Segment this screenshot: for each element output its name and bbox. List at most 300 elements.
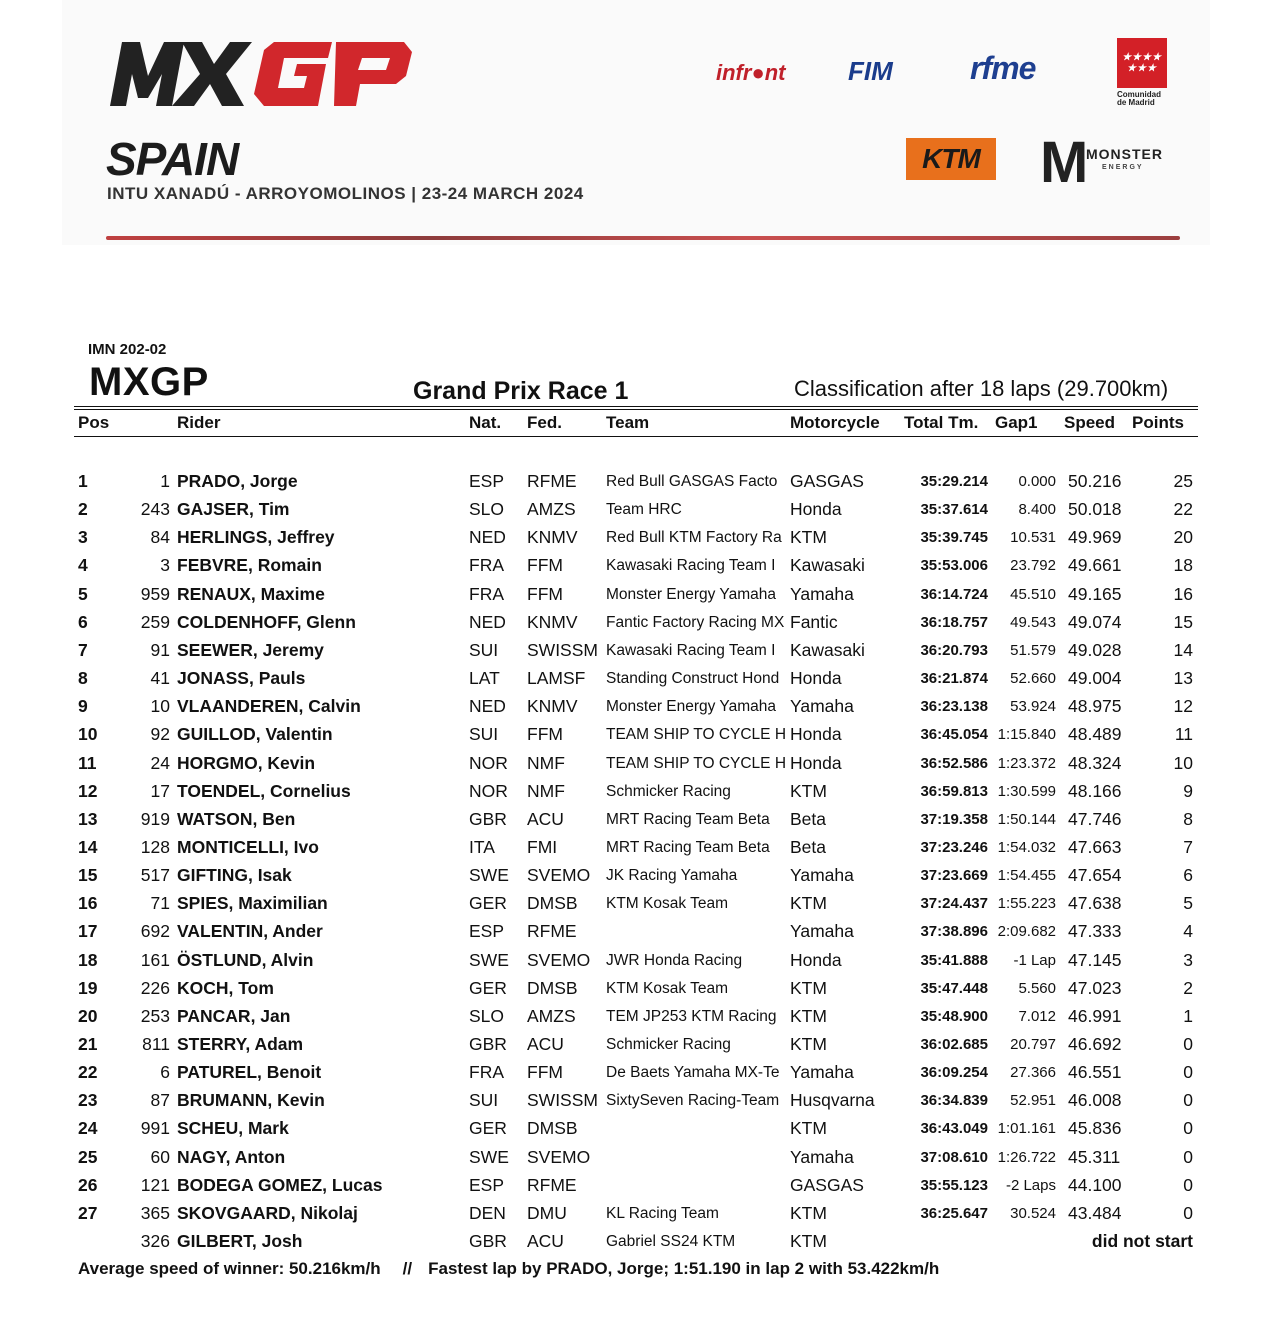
col-team: Team [606,413,650,432]
rider-federation: SWISSM [527,640,598,660]
gap-to-leader: 2:09.682 [997,923,1056,940]
rider-name: GILBERT, Josh [177,1231,303,1251]
points: 12 [1173,696,1193,716]
header-stripe [106,236,1180,240]
monster-sub-wordmark: ENERGY [1102,164,1144,171]
rider-motorcycle: Yamaha [790,1062,854,1082]
total-time: 37:24.437 [920,895,988,912]
rider-name: SKOVGAARD, Nikolaj [177,1203,358,1223]
rider-motorcycle: Husqvarna [790,1090,875,1110]
rider-nationality: FRA [469,584,504,604]
rider-nationality: SWE [469,865,509,885]
rider-name: PANCAR, Jan [177,1006,291,1026]
position: 24 [78,1118,98,1138]
rider-name: SCHEU, Mark [177,1118,289,1138]
rider-federation: RFME [527,921,577,941]
gap-to-leader: 53.924 [1010,698,1056,715]
col-gap: Gap1 [995,413,1038,432]
gap-to-leader: 1:26.722 [997,1149,1056,1166]
race-title: Grand Prix Race 1 [413,377,629,405]
col-total-time: Total Tm. [904,413,979,432]
monster-energy-logo [1040,130,1168,200]
gap-to-leader: 51.579 [1010,642,1056,659]
rider-nationality: ESP [469,1175,505,1195]
rider-number: 253 [140,1006,170,1026]
total-time: 37:23.669 [920,867,988,884]
gap-to-leader: 52.951 [1010,1092,1056,1109]
rider-name: SPIES, Maximilian [177,893,328,913]
position: 8 [78,668,88,688]
rider-nationality: NOR [469,753,508,773]
rider-federation: FFM [527,1062,563,1082]
rider-nationality: GER [469,893,507,913]
average-speed-value: 45.311 [1068,1147,1121,1167]
rider-motorcycle: KTM [790,893,827,913]
dns-status: did not start [1091,1231,1193,1251]
rider-number: 3 [160,555,170,575]
average-speed-value: 47.023 [1068,978,1122,998]
rider-name: GUILLOD, Valentin [177,724,333,744]
monster-wordmark: MONSTER [1086,146,1163,162]
total-time: 36:09.254 [920,1064,988,1081]
table-row [0,809,1262,837]
rider-number: 24 [150,753,170,773]
rider-nationality: GER [469,978,507,998]
rider-name: PRADO, Jorge [177,471,298,491]
table-row [0,1062,1262,1090]
rider-motorcycle: Honda [790,499,842,519]
rider-number: 326 [140,1231,170,1251]
gap-to-leader: 1:01.161 [997,1120,1056,1137]
rider-federation: AMZS [527,1006,576,1026]
rider-federation: RFME [527,1175,577,1195]
average-speed-value: 45.836 [1068,1118,1122,1138]
rider-name: GIFTING, Isak [177,865,292,885]
average-speed-value: 47.746 [1068,809,1122,829]
points: 18 [1173,555,1193,575]
points: 0 [1183,1118,1193,1138]
infront-logo: infr●nt [716,60,786,85]
table-row [0,1175,1262,1203]
rider-nationality: SLO [469,499,505,519]
rider-nationality: LAT [469,668,500,688]
rider-team: JWR Honda Racing [606,952,743,969]
table-row [0,724,1262,752]
points: 3 [1183,950,1193,970]
col-motorcycle: Motorcycle [790,413,880,432]
average-speed-value: 50.216 [1068,471,1122,491]
position: 10 [78,724,98,744]
classification-info: Classification after 18 laps (29.700km) [794,376,1169,401]
total-time: 36:21.874 [920,670,988,687]
points: 16 [1173,584,1193,604]
rider-number: 10 [150,696,170,716]
table-row [0,696,1262,724]
rider-motorcycle: Beta [790,837,826,857]
rider-number: 60 [150,1147,170,1167]
total-time: 35:47.448 [920,980,988,997]
rider-name: JONASS, Pauls [177,668,306,688]
table-row [0,471,1262,499]
table-row [0,950,1262,978]
total-time: 37:23.246 [920,839,988,856]
rider-federation: FFM [527,724,563,744]
madrid-logo-text: Comunidad de Madrid [1117,90,1161,107]
rider-name: HORGMO, Kevin [177,753,316,773]
fim-logo: FIM [848,56,893,86]
gap-to-leader: 49.543 [1010,614,1056,631]
rider-motorcycle: KTM [790,781,827,801]
rider-team: SixtySeven Racing-Team [606,1092,780,1109]
average-speed-value: 49.661 [1068,555,1122,575]
table-row [0,1147,1262,1175]
rider-name: COLDENHOFF, Glenn [177,612,356,632]
gap-to-leader: 20.797 [1010,1036,1056,1053]
rider-team: KL Racing Team [606,1205,719,1222]
gap-to-leader: 30.524 [1010,1205,1056,1222]
col-pos: Pos [78,413,110,432]
position: 27 [78,1203,98,1223]
rider-name: BODEGA GOMEZ, Lucas [177,1175,383,1195]
total-time: 37:38.896 [920,923,988,940]
position: 4 [78,555,88,575]
summary-separator: // [402,1259,413,1278]
col-speed: Speed [1064,413,1116,432]
rider-nationality: FRA [469,555,504,575]
rider-motorcycle: Kawasaki [790,555,865,575]
rider-number: 243 [140,499,170,519]
position: 12 [78,781,98,801]
table-row [0,978,1262,1006]
table-row [0,921,1262,949]
position: 22 [78,1062,98,1082]
average-speed-value: 47.145 [1068,950,1122,970]
rider-motorcycle: KTM [790,1231,827,1251]
position: 1 [78,471,88,491]
points: 2 [1183,978,1193,998]
position: 6 [78,612,88,632]
col-fed: Fed. [527,413,562,432]
rider-number: 84 [150,527,170,547]
rider-federation: FMI [527,837,558,857]
rider-motorcycle: Kawasaki [790,640,865,660]
total-time: 35:53.006 [920,557,988,574]
gap-to-leader: 52.660 [1010,670,1056,687]
rider-number: 365 [140,1203,170,1223]
rider-number: 811 [142,1034,170,1054]
table-row [0,584,1262,612]
rider-nationality: SUI [469,724,499,744]
gap-to-leader: 27.366 [1010,1064,1056,1081]
rider-team: TEAM SHIP TO CYCLE H [606,755,786,772]
rider-team: Red Bull GASGAS Facto [606,473,778,490]
average-speed-value: 44.100 [1068,1175,1122,1195]
rider-team: Red Bull KTM Factory Ra [606,529,782,546]
rider-nationality: FRA [469,1062,504,1082]
total-time: 36:59.813 [920,783,988,800]
rider-team: Schmicker Racing [606,1036,731,1053]
position: 15 [78,865,98,885]
rider-number: 71 [150,893,170,913]
rider-nationality: GBR [469,809,507,829]
rider-number: 91 [150,640,170,660]
gap-to-leader: -2 Laps [1005,1177,1056,1194]
rider-number: 1 [160,471,170,491]
rider-name: VLAANDEREN, Calvin [177,696,361,716]
rider-team: TEM JP253 KTM Racing [606,1008,777,1025]
rider-number: 6 [160,1062,170,1082]
total-time: 35:37.614 [920,501,988,518]
rider-nationality: SWE [469,950,509,970]
average-speed-value: 49.004 [1068,668,1122,688]
total-time: 36:25.647 [920,1205,988,1222]
points: 0 [1183,1147,1193,1167]
average-speed-value: 48.324 [1068,753,1122,773]
total-time: 36:23.138 [920,698,988,715]
total-time: 36:34.839 [920,1092,988,1109]
rider-nationality: ESP [469,921,505,941]
rider-name: PATUREL, Benoit [177,1062,322,1082]
rider-federation: NMF [527,753,565,773]
rider-motorcycle: KTM [790,1034,827,1054]
position: 13 [78,809,98,829]
col-rider: Rider [177,413,221,432]
position: 25 [78,1147,98,1167]
average-speed-value: 47.638 [1068,893,1122,913]
average-speed: Average speed of winner: 50.216km/h [78,1259,381,1278]
rider-federation: DMU [527,1203,567,1223]
rider-federation: ACU [527,1034,564,1054]
gap-to-leader: 1:15.840 [997,726,1056,743]
rider-federation: KNMV [527,612,578,632]
rider-nationality: SLO [469,1006,505,1026]
total-time: 35:55.123 [920,1177,988,1194]
position: 23 [78,1090,98,1110]
total-time: 36:43.049 [920,1120,988,1137]
points: 0 [1183,1203,1193,1223]
position: 7 [78,640,88,660]
rider-motorcycle: GASGAS [790,1175,864,1195]
gap-to-leader: 1:55.223 [997,895,1056,912]
rider-team: Team HRC [606,501,682,518]
rider-nationality: DEN [469,1203,506,1223]
points: 9 [1183,781,1193,801]
gap-to-leader: 1:30.599 [997,783,1056,800]
position: 11 [78,753,97,773]
total-time: 35:29.214 [920,473,988,490]
points: 0 [1183,1175,1193,1195]
dns-row [0,1231,1262,1259]
table-row [0,1034,1262,1062]
rider-number: 87 [150,1090,170,1110]
rider-team: MRT Racing Team Beta [606,839,770,856]
average-speed-value: 49.969 [1068,527,1122,547]
points: 1 [1183,1006,1193,1026]
col-points: Points [1132,413,1184,432]
rider-federation: DMSB [527,978,578,998]
average-speed-value: 47.654 [1068,865,1122,885]
event-venue: INTU XANADÚ - ARROYOMOLINOS | 23-24 MARCH 2024 [107,184,584,203]
average-speed-value: 50.018 [1068,499,1122,519]
rider-name: GAJSER, Tim [177,499,290,519]
table-row [0,1090,1262,1118]
rider-federation: SVEMO [527,950,591,970]
rider-team: Fantic Factory Racing MX [606,614,785,631]
rider-name: WATSON, Ben [177,809,296,829]
rider-number: 17 [150,781,170,801]
rider-nationality: NOR [469,781,508,801]
gap-to-leader: -1 Lap [1013,952,1056,969]
table-row [0,865,1262,893]
class-title: MXGP [89,360,209,404]
points: 13 [1173,668,1193,688]
average-speed-value: 47.333 [1068,921,1122,941]
table-row [0,781,1262,809]
rider-motorcycle: KTM [790,527,827,547]
rider-federation: DMSB [527,893,578,913]
total-time: 36:52.586 [920,755,988,772]
rider-name: KOCH, Tom [177,978,274,998]
rider-name: ÖSTLUND, Alvin [177,950,314,970]
rider-name: SEEWER, Jeremy [177,640,324,660]
rider-team: Monster Energy Yamaha [606,698,777,715]
rider-name: RENAUX, Maxime [177,584,325,604]
rider-nationality: ESP [469,471,505,491]
fastest-lap: Fastest lap by PRADO, Jorge; 1:51.190 in lap 2 with 53.422km/h [428,1259,940,1278]
rider-nationality: GBR [469,1231,507,1251]
rider-motorcycle: Honda [790,668,842,688]
rider-motorcycle: Honda [790,753,842,773]
table-row [0,893,1262,921]
table-row [0,527,1262,555]
total-time: 36:14.724 [920,586,988,603]
position: 17 [78,921,98,941]
rider-federation: DMSB [527,1118,578,1138]
rider-motorcycle: Honda [790,724,842,744]
average-speed-value: 48.489 [1068,724,1122,744]
rider-motorcycle: KTM [790,1006,827,1026]
rider-team: KTM Kosak Team [606,895,729,912]
rider-nationality: SUI [469,1090,499,1110]
total-time: 35:39.745 [920,529,988,546]
rider-federation: SVEMO [527,1147,591,1167]
rider-number: 41 [150,668,170,688]
points: 8 [1183,809,1193,829]
table-row [0,612,1262,640]
rider-team: MRT Racing Team Beta [606,811,770,828]
gap-to-leader: 10.531 [1010,529,1056,546]
rider-number: 259 [140,612,170,632]
rider-number: 991 [140,1118,170,1138]
rider-team: JK Racing Yamaha [606,867,738,884]
rider-name: FEBVRE, Romain [177,555,322,575]
average-speed-value: 48.166 [1068,781,1122,801]
gap-to-leader: 1:54.455 [997,867,1056,884]
total-time: 36:18.757 [920,614,988,631]
rider-federation: KNMV [527,527,578,547]
rider-number: 121 [140,1175,170,1195]
position: 2 [78,499,88,519]
rider-federation: LAMSF [527,668,586,688]
rider-nationality: GBR [469,1034,507,1054]
total-time: 36:45.054 [920,726,988,743]
average-speed-value: 46.991 [1068,1006,1122,1026]
rider-federation: RFME [527,471,577,491]
race-summary [78,1259,939,1279]
rider-motorcycle: Honda [790,950,842,970]
points: 15 [1173,612,1193,632]
madrid-flag-icon: ★★★★ ★★★ [1117,38,1167,88]
comunidad-madrid-logo [1117,38,1169,107]
points: 7 [1183,837,1193,857]
rider-number: 226 [140,978,170,998]
total-time: 36:20.793 [920,642,988,659]
rider-federation: ACU [527,1231,564,1251]
rider-motorcycle: Yamaha [790,921,854,941]
average-speed-value: 46.692 [1068,1034,1122,1054]
rider-name: HERLINGS, Jeffrey [177,527,335,547]
rider-name: VALENTIN, Ander [177,921,323,941]
gap-to-leader: 5.560 [1018,980,1056,997]
gap-to-leader: 1:50.144 [997,811,1056,828]
rider-motorcycle: Yamaha [790,584,854,604]
ktm-logo: KTM [906,138,996,180]
rider-federation: NMF [527,781,565,801]
points: 22 [1173,499,1193,519]
rider-motorcycle: KTM [790,1203,827,1223]
header-rule-top [74,406,1198,410]
total-time: 36:02.685 [920,1036,988,1053]
rider-number: 92 [150,724,170,744]
rider-name: TOENDEL, Cornelius [177,781,351,801]
position: 21 [78,1034,98,1054]
average-speed-value: 49.165 [1068,584,1122,604]
position: 20 [78,1006,98,1026]
table-row [0,1118,1262,1146]
rider-team: Kawasaki Racing Team I [606,642,776,659]
gap-to-leader: 1:54.032 [997,839,1056,856]
table-row [0,753,1262,781]
rider-nationality: NED [469,612,506,632]
rider-name: STERRY, Adam [177,1034,304,1054]
average-speed-value: 46.551 [1068,1062,1122,1082]
rider-number: 692 [140,921,170,941]
rider-federation: SWISSM [527,1090,598,1110]
rider-motorcycle: KTM [790,978,827,998]
gap-to-leader: 0.000 [1018,473,1056,490]
rider-number: 517 [140,865,170,885]
points: 11 [1174,724,1193,744]
rider-number: 128 [140,837,170,857]
points: 6 [1183,865,1193,885]
rider-team: De Baets Yamaha MX-Te [606,1064,780,1081]
table-row [0,1006,1262,1034]
mxgp-logo [104,36,416,112]
rider-motorcycle: Beta [790,809,826,829]
position: 9 [78,696,88,716]
points: 25 [1173,471,1193,491]
gap-to-leader: 23.792 [1010,557,1056,574]
rider-team: Schmicker Racing [606,783,731,800]
rider-federation: ACU [527,809,564,829]
position: 14 [78,837,98,857]
position: 26 [78,1175,98,1195]
position: 19 [78,978,98,998]
table-row [0,668,1262,696]
gap-to-leader: 45.510 [1010,586,1056,603]
gap-to-leader: 8.400 [1018,501,1056,518]
rider-motorcycle: GASGAS [790,471,864,491]
